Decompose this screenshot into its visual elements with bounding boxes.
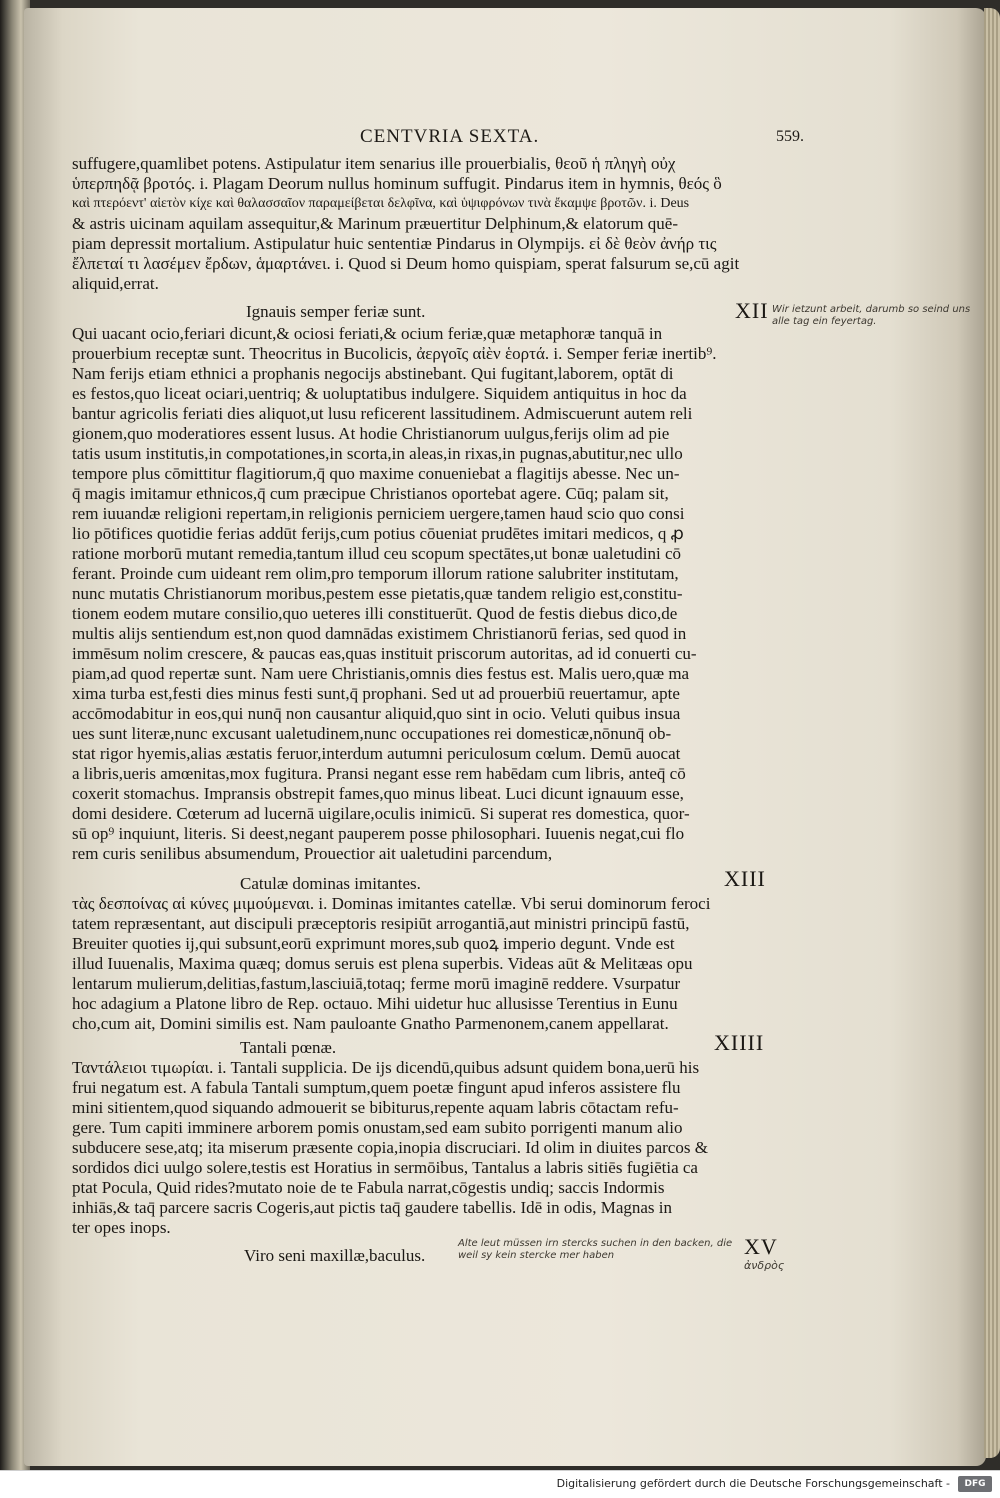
adage-13-number: XIII	[724, 866, 766, 891]
page-number: 559.	[776, 128, 804, 145]
text-block-1: suffugere,quamlibet potens. Astipulatur item senarius ille prouerbialis, θεοῦ ἡ πληγὴ οὐχ ὑπερπηδᾷ βροτός. i. Plagam Deorum nullus hominum suffugit. Pindarus item in hymnis, θεός ὃ καὶ πτερόεντ' αἰετὸν κίχε καὶ θαλασσαῖον παραμείβεται δελφῖνα, καὶ ὑψιφρόνων τινὰ ἔκαμψε βροτῶν. i. Deus & astris uicinam aquilam assequitur,& Marinum præuertitur Delphinum,& elatorum quē- piam depressit mortalium. Astipulatur huic sententiæ Pindarus in Olympijs. εἰ δὲ θεὸν ἀνήρ τις ἔλπεταί τι λασέμεν ἔρδων, ἁμαρτάνει. i. Quod si Deum homo quispiam, sperat falsurum se,cū agit aliquid,errat.	[72, 154, 740, 293]
text-block-2: Qui uacant ocio,feriari dicunt,& ociosi feriati,& ocium feriæ,quæ metaphoræ tanquā in prouerbium receptæ sunt. Theocritus in Bucolicis, ἀεργοῖς αἰὲν ἑορτά. i. Semper feriæ inertib⁹. Nam ferijs etiam ethnici a prophanis negocijs abstinebant. Qui fugitant,laborem, optāt di es festos,quo liceat ociari,uentriq; & uoluptatibus indulgere. Siquidem antiquitus in hoc da bantur agricolis feriati dies aliquot,ut lusu reficerent lassitudinem. Admiscuerunt autem reli gionem,quo moderatiores essent lusus. At hodie Christianorum uulgus,ferijs olim ad pie tatis usum institutis,in compotationes,in scorta,in aleas,in rixas,in pugnas,abutitur,nec ullo tempore plus cōmittitur flagitiorum,q̄ quo maxime conueniebat a flagitijs abesse. Nec un- q̄ magis imitamur ethnicos,q̄ cum præcipue Christianos oportebat agere. Cūq; palam sit, rem iuuandæ religioni repertam,in religionis perniciem uergere,tamen haud scio quo consi lio pōtifices quotidie ferias addūt ferijs,cum potius cōueniat prudētes imitari medicos, q ꝓ ratione morborū mutant remedia,tantum illud ceu scopum spectātes,ut bonæ ualetudini cō ferant. Proinde cum uideant rem olim,pro temporum illorum ratione salubriter institutam, nunc mutatis Christianorum moribus,pestem esse pietatis,quæ tandem religio est,constitu- tionem eodem mutare consilio,quo ueteres illi constituerūt. Quod de festis diebus dico,de multis alijs sentiendum est,non quod damnādas existimem Christianorū ferias, sed quod in immēsum nolim crescere, & paucas eas,quas instituit priscorum autoritas, ad id conuerti cu- piam,ad quod repertæ sunt. Nam uere Christianis,omnis dies festus est. Malis uero,quæ ma xima turba est,festi dies minus festi sunt,q̄ prophani. Sed ut ad prouerbiū reuertamur, apte accōmodabitur in eos,qui nunq̄ non causantur aliquid,quo sint in ocio. Veluti quibus insua ues sunt literæ,nunc excusant ualetudinem,nunc occupationes rei domesticæ,nōnunq̄ ob- stat rigor hyemis,alias æstatis feruor,interdum autumni periculosum cœlum. Demū auocat a libris,ueris amœnitas,mox fugitura. Pransi negant esse rem habēdam cum libris, anteq̄ cō coxerit stomachus. Impransis obstrepit fames,quo minus libeat. Luci dicunt ignauum esse, domi desidere. Cœterum ad lucernā uigilare,oculis inimicū. Si superat res domestica, quor- sū op⁹ inquiunt, literis. Si deest,negant pauperem posse philosophari. Iuuenis negat,cui flo rem curis senilibus absumendum, Prouectior ait ualetudini parcendum,	[72, 324, 717, 863]
adage-14-title: Tantali pœnæ.	[240, 1038, 337, 1057]
adage-14-number: XIIII	[714, 1030, 765, 1055]
footer-bar	[0, 1470, 1000, 1498]
adage-15-number: XV	[744, 1234, 778, 1259]
funding-credit: Digitalisierung gefördert durch die Deutsche Forschungsgemeinschaft -	[556, 1477, 950, 1490]
adage-13-title: Catulæ dominas imitantes.	[240, 874, 421, 893]
running-head: CENTVRIA SEXTA.	[360, 126, 540, 147]
adage-12-number: XII	[735, 298, 769, 323]
adage-15-title: Viro seni maxillæ,baculus.	[244, 1246, 426, 1265]
text-block-4: Ταντάλειοι τιμωρίαι. i. Tantali supplicia. De ijs dicendū,quibus adsunt quidem bona,uerū his frui negatum est. A fabula Tantali sumptum,quem poetæ fingunt apud inferos assistere flu mini sitientem,quod siquando admouerit se bibiturus,repente aquam labris cōtactam refu- gere. Tum capiti imminere arborem pomis onustam,sed eam subito porrigenti manum alio subducere sese,atq; ita miserum præsente copia,inopia discruciari. Id olim in diuites parcos & sordidos dici uulgo solere,testis est Horatius in sermōibus, Tantalus a labris sitiēs fugiētia ca ptat Pocula, Quid rides?mutato noie de te Fabula narrat,cōgestis undiq; saccis Indormis inhiās,& taq̄ parcere sacris Cogeris,aut pictis taq̄ gaudere tabellis. Idē in odis, Magnas in ter opes inops.	[72, 1058, 708, 1237]
adage-15-greek-note: ἀνδρὸς	[744, 1259, 785, 1272]
page-stack-edge	[984, 8, 1000, 1458]
adage-15-handwritten-note: Alte leut müssen irn stercks suchen in den backen, die weil sy kein stercke mer haben	[458, 1238, 733, 1261]
adage-12-handwritten-note: Wir ietzunt arbeit, darumb so seind uns alle tag ein feyertag.	[772, 304, 971, 327]
adage-12-title: Ignauis semper feriæ sunt.	[246, 302, 426, 321]
text-block-3: τὰς δεσποίνας αἱ κύνες μιμούμεναι. i. Dominas imitantes catellæ. Vbi serui dominorum feroci tatem repræsentant, aut discipuli præceptoris resipiūt arrogantiā,aut ministri principū fastū, Breuiter quoties ij,qui subsunt,eorū exprimunt mores,sub quoꝝ imperio degunt. Vnde est illud Iuuenalis, Maxima quæq; domus seruis est plena superbis. Videas aūt & Melitæas opu lentarum mulierum,delitias,fastum,lasciuiā,totaq; ferme morū imaginē reddere. Vsurpatur hoc adagium a Platone libro de Rep. octauo. Mihi uidetur huc allusisse Terentius in Eunu cho,cum ait, Domini similis est. Nam pauloante Gnatho Parmenonem,canem appellarat.	[72, 894, 711, 1033]
dfg-logo: DFG	[958, 1476, 992, 1492]
